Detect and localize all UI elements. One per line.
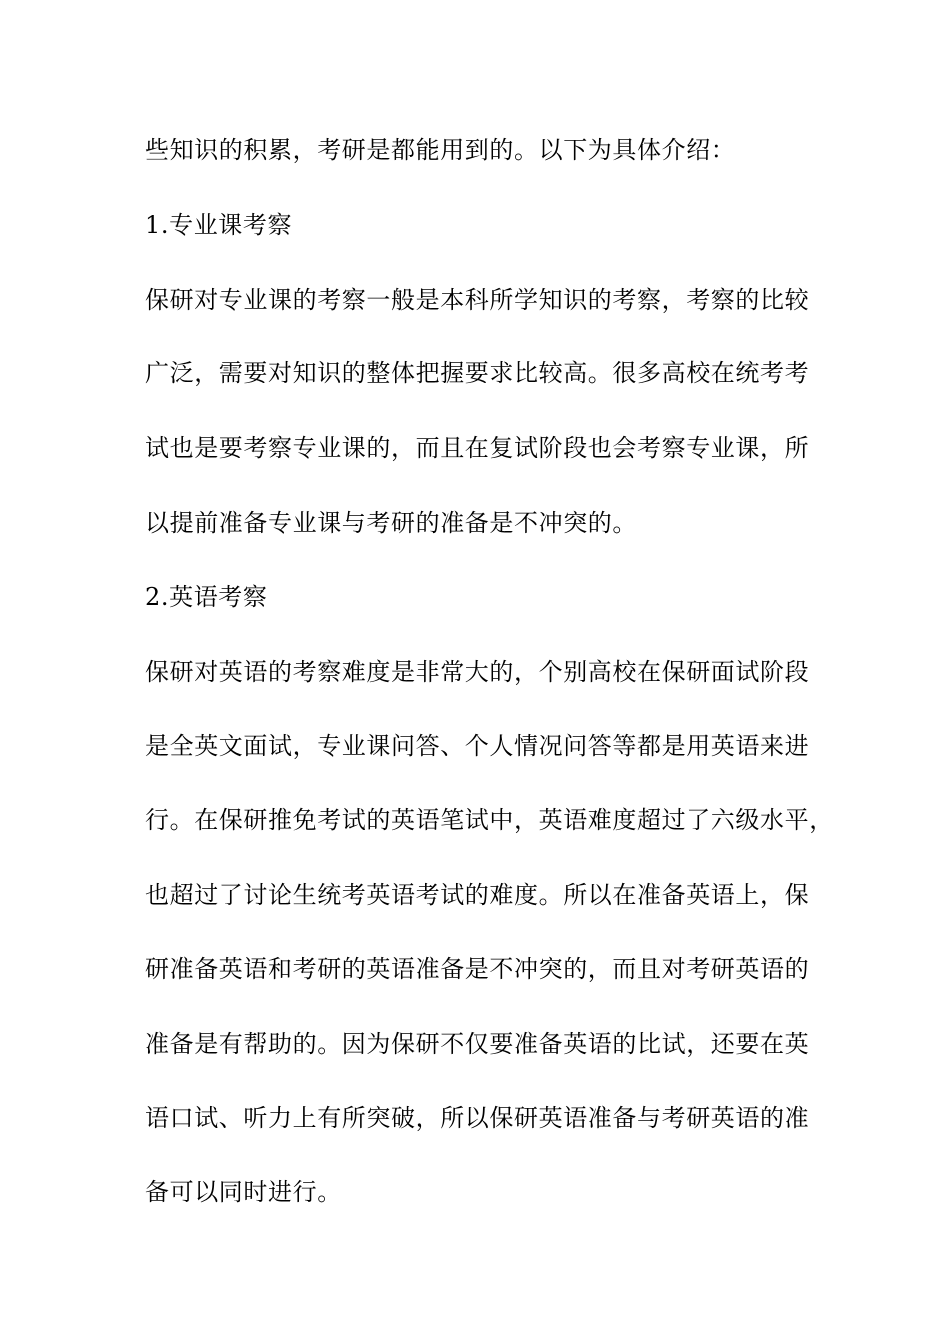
paragraph-line: 试也是要考察专业课的，而且在复试阶段也会考察专业课，所 (145, 434, 810, 462)
paragraph-line: 准备是有帮助的。因为保研不仅要准备英语的比试，还要在英 (145, 1030, 810, 1058)
section-heading: 2.英语考察 (145, 583, 268, 611)
paragraph-line: 广泛，需要对知识的整体把握要求比较高。很多高校在统考考 (145, 359, 810, 387)
paragraph-line: 是全英文面试，专业课问答、个人情况问答等都是用英语来进 (145, 732, 810, 760)
paragraph-line: 行。在保研推免考试的英语笔试中，英语难度超过了六级水平， (145, 806, 834, 834)
paragraph-line: 研准备英语和考研的英语准备是不冲突的，而且对考研英语的 (145, 955, 810, 983)
paragraph-line: 以提前准备专业课与考研的准备是不冲突的。 (145, 509, 637, 537)
section-heading: 1.专业课考察 (145, 211, 293, 239)
paragraph-line: 也超过了讨论生统考英语考试的难度。所以在准备英语上，保 (145, 881, 810, 909)
paragraph-line: 语口试、听力上有所突破，所以保研英语准备与考研英语的准 (145, 1104, 810, 1132)
paragraph-line: 些知识的积累，考研是都能用到的。以下为具体介绍： (145, 136, 736, 164)
paragraph-line: 保研对专业课的考察一般是本科所学知识的考察，考察的比较 (145, 286, 810, 314)
paragraph-line: 保研对英语的考察难度是非常大的，个别高校在保研面试阶段 (145, 658, 810, 686)
paragraph-line: 备可以同时进行。 (145, 1178, 342, 1206)
